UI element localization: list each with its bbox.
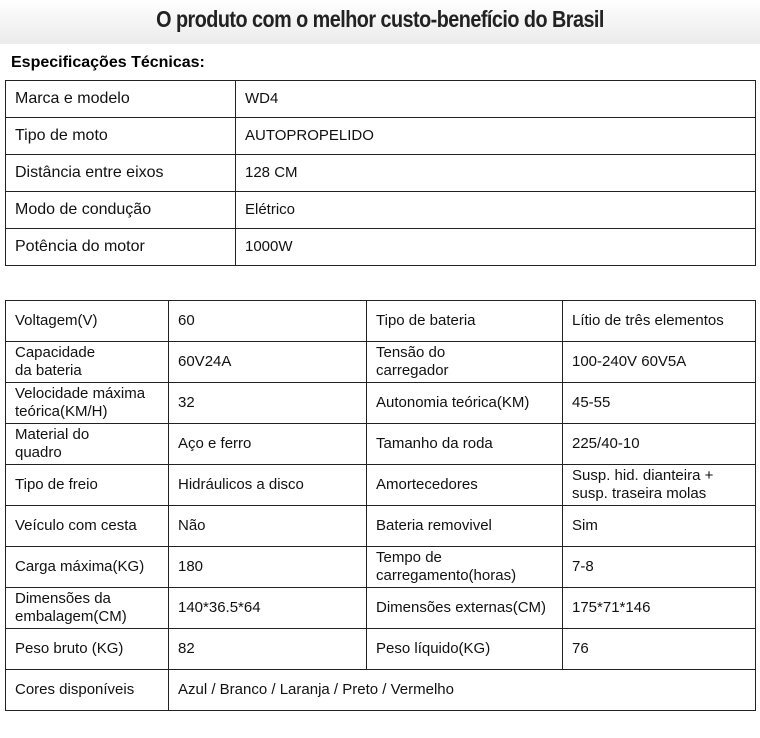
- table-row: [6, 192, 756, 229]
- page-headline: O produto com o melhor custo-benefício do Brasil: [156, 6, 604, 32]
- detail-label: Voltagem(V): [6, 301, 169, 342]
- detail-label: Veículo com cesta: [6, 506, 169, 547]
- detail-label: Tempo de carregamento(horas): [367, 547, 563, 588]
- detail-label: Tipo de bateria: [367, 301, 563, 342]
- detail-value: Aço e ferro: [169, 424, 367, 465]
- table-row: [6, 155, 756, 192]
- detail-label: Bateria removivel: [367, 506, 563, 547]
- spec-label: Modo de condução: [6, 192, 236, 229]
- table-row: [6, 629, 756, 670]
- spec-label: Tipo de moto: [6, 118, 236, 155]
- detail-value: 100-240V 60V5A: [563, 342, 756, 383]
- detail-value: Lítio de três elementos: [563, 301, 756, 342]
- table-row: [6, 670, 756, 711]
- detail-table: [5, 300, 756, 711]
- detail-value: 60: [169, 301, 367, 342]
- table-row: [6, 342, 756, 383]
- detail-value: 225/40-10: [563, 424, 756, 465]
- spec-label: Distância entre eixos: [6, 155, 236, 192]
- spec-value: AUTOPROPELIDO: [236, 118, 756, 155]
- spec-section-title: Especificações Técnicas:: [11, 54, 205, 71]
- detail-value: Sim: [563, 506, 756, 547]
- spec-table: [5, 80, 756, 266]
- detail-label: Tipo de freio: [6, 465, 169, 506]
- detail-value: 32: [169, 383, 367, 424]
- detail-label: Cores disponíveis: [6, 670, 169, 711]
- table-row: [6, 118, 756, 155]
- detail-value: 76: [563, 629, 756, 670]
- detail-value: 45-55: [563, 383, 756, 424]
- spec-value: WD4: [236, 81, 756, 118]
- detail-value: 175*71*146: [563, 588, 756, 629]
- detail-label: Material do quadro: [6, 424, 169, 465]
- detail-value: Azul / Branco / Laranja / Preto / Vermelho: [169, 670, 756, 711]
- detail-label: Amortecedores: [367, 465, 563, 506]
- detail-label: Autonomia teórica(KM): [367, 383, 563, 424]
- table-row: [6, 465, 756, 506]
- detail-label: Dimensões da embalagem(CM): [6, 588, 169, 629]
- table-row: [6, 301, 756, 342]
- detail-value: Hidráulicos a disco: [169, 465, 367, 506]
- detail-label: Capacidade da bateria: [6, 342, 169, 383]
- detail-label: Peso líquido(KG): [367, 629, 563, 670]
- table-row: [6, 506, 756, 547]
- spec-value: 1000W: [236, 229, 756, 266]
- detail-value: 82: [169, 629, 367, 670]
- detail-value: Susp. hid. dianteira + susp. traseira molas: [563, 465, 756, 506]
- detail-value: 180: [169, 547, 367, 588]
- detail-value: 60V24A: [169, 342, 367, 383]
- spec-value: Elétrico: [236, 192, 756, 229]
- table-row: [6, 229, 756, 266]
- table-row: [6, 588, 756, 629]
- detail-label: Velocidade máxima teórica(KM/H): [6, 383, 169, 424]
- table-row: [6, 547, 756, 588]
- detail-value: 140*36.5*64: [169, 588, 367, 629]
- detail-label: Carga máxima(KG): [6, 547, 169, 588]
- detail-label: Tensão do carregador: [367, 342, 563, 383]
- spec-label: Potência do motor: [6, 229, 236, 266]
- detail-label: Dimensões externas(CM): [367, 588, 563, 629]
- spec-label: Marca e modelo: [6, 81, 236, 118]
- table-row: [6, 81, 756, 118]
- table-row: [6, 383, 756, 424]
- spec-value: 128 CM: [236, 155, 756, 192]
- table-row: [6, 424, 756, 465]
- detail-value: Não: [169, 506, 367, 547]
- detail-label: Peso bruto (KG): [6, 629, 169, 670]
- detail-value: 7-8: [563, 547, 756, 588]
- detail-label: Tamanho da roda: [367, 424, 563, 465]
